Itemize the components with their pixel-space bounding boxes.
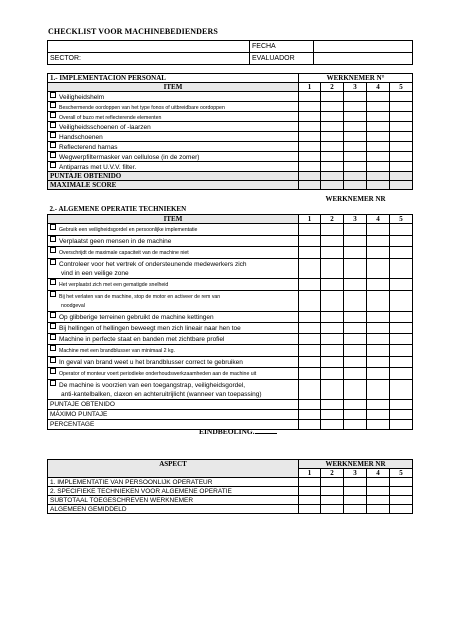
score-cell[interactable] [367,122,390,132]
section2-puntaje-label: PUNTAJE OBTENIDO [48,399,299,409]
score-cell[interactable] [367,278,390,290]
score-cell[interactable] [321,181,344,190]
score-cell[interactable] [299,102,321,112]
score-cell[interactable] [367,223,390,235]
score-cell[interactable] [299,311,321,322]
checkbox-icon[interactable] [50,259,56,265]
item-label: Controleer voor het vertrek of ondersteunende medewerkers zich [59,260,247,268]
section2-col-3: 3 [344,214,367,223]
score-cell[interactable] [344,311,367,322]
score-cell[interactable] [299,142,321,152]
score-cell[interactable] [390,223,413,235]
score-cell[interactable] [299,487,321,496]
score-cell[interactable] [344,367,367,379]
score-cell[interactable] [299,235,321,246]
score-cell[interactable] [367,152,390,162]
score-cell[interactable] [299,367,321,379]
item-cell [48,258,299,278]
score-cell[interactable] [321,322,344,333]
item-label: Verplaatst geen mensen in de machine [59,237,172,245]
score-cell[interactable] [321,367,344,379]
item-label: Overschrijdt de maximale capaciteit van de machine niet [59,249,189,256]
section2-heading: 2.- ALGEMENE OPERATIE TECHNIEKEN [48,204,299,214]
checkbox-icon[interactable] [50,132,56,138]
item-label: Reflecterend harnas [59,144,118,151]
score-cell[interactable] [321,478,344,487]
score-cell[interactable] [367,356,390,367]
score-cell[interactable] [344,478,367,487]
score-cell[interactable] [390,419,413,429]
score-cell[interactable] [321,496,344,505]
score-cell[interactable] [390,496,413,505]
section2-item-row [48,235,413,246]
score-cell[interactable] [321,258,344,278]
section2-item-row [48,223,413,235]
score-cell[interactable] [367,311,390,322]
checkbox-icon[interactable] [50,247,56,253]
score-cell[interactable] [299,379,321,399]
score-cell[interactable] [344,246,367,258]
score-cell[interactable] [321,311,344,322]
score-cell[interactable] [321,333,344,344]
item-label: Machine met een brandblusser van minimaal 2 kg. [59,347,175,354]
score-cell[interactable] [344,102,367,112]
score-cell[interactable] [321,505,344,514]
score-cell[interactable] [321,92,344,102]
score-cell[interactable] [321,142,344,152]
checkbox-icon[interactable] [50,323,56,329]
item-cell [48,356,299,367]
score-cell[interactable] [390,367,413,379]
score-cell[interactable] [344,487,367,496]
fecha-value-cell[interactable] [314,41,413,53]
score-cell[interactable] [390,478,413,487]
item-label: Het verplaatst zich met een gematigde snelheid [59,281,169,288]
item-label: Op glibberige terreinen gebruikt de machine kettingen [59,313,214,321]
score-cell[interactable] [344,322,367,333]
score-cell[interactable] [344,356,367,367]
score-cell[interactable] [367,333,390,344]
score-cell[interactable] [390,344,413,356]
score-cell[interactable] [321,122,344,132]
score-cell[interactable] [299,122,321,132]
checkbox-icon[interactable] [50,122,56,128]
score-cell[interactable] [344,278,367,290]
end-row [48,478,413,487]
section1-col-4: 4 [367,83,390,92]
section2-col-2: 2 [321,214,344,223]
item-label: Antiparras met U.V.V. filter. [59,164,137,171]
score-cell[interactable] [390,181,413,190]
checkbox-icon[interactable] [50,279,56,285]
score-cell[interactable] [390,152,413,162]
score-cell[interactable] [344,132,367,142]
end-table [47,459,413,514]
score-cell[interactable] [299,505,321,514]
score-cell[interactable] [367,487,390,496]
fecha-label: FECHA [250,41,314,53]
score-cell[interactable] [344,379,367,399]
score-cell[interactable] [367,181,390,190]
item-cell [48,290,299,311]
item-label: Machine in perfecte staat en banden met zichtbare profiel [59,335,225,343]
score-cell[interactable] [390,92,413,102]
score-cell[interactable] [390,172,413,181]
checkbox-icon[interactable] [50,112,56,118]
section2-item-row [48,290,413,311]
score-cell[interactable] [299,181,321,190]
end-col-5: 5 [390,469,413,478]
checkbox-icon[interactable] [50,334,56,340]
score-cell[interactable] [390,409,413,419]
section1-col-3: 3 [344,83,367,92]
item-cell [48,112,299,122]
score-cell[interactable] [367,419,390,429]
score-cell[interactable] [367,112,390,122]
section1-col-2: 2 [321,83,344,92]
item-cell [48,132,299,142]
header-table [47,40,413,65]
score-cell[interactable] [367,172,390,181]
evaluador-value-cell[interactable] [314,53,413,65]
item-cell [48,92,299,102]
score-cell[interactable] [321,102,344,112]
score-cell[interactable] [299,152,321,162]
item-label: De machine is voorzien van een toegangstrap, veiligheidsgordel, [59,381,246,389]
end-title [199,427,277,436]
score-cell[interactable] [344,290,367,311]
item-cell [48,344,299,356]
section2-heading-spacer [299,204,413,214]
section2-item-row [48,311,413,322]
section1-item-row [48,92,413,102]
checkbox-icon[interactable] [50,345,56,351]
end-row-label: SUBTOTAAL TOEGESCHREVEN WERKNEMER [48,496,299,505]
section1-item-row [48,162,413,172]
score-cell[interactable] [321,344,344,356]
score-cell[interactable] [390,258,413,278]
item-cell [48,122,299,132]
end-row [48,505,413,514]
section2-spacer [48,194,299,204]
score-cell[interactable] [299,344,321,356]
score-cell[interactable] [390,162,413,172]
section2-percentage-label: PERCENTAGE [48,419,299,429]
page-title: CHECKLIST VOOR MACHINEBEDIENDERS [48,27,218,36]
score-cell[interactable] [367,367,390,379]
score-cell[interactable] [367,132,390,142]
section2-col-4: 4 [367,214,390,223]
score-cell[interactable] [299,333,321,344]
checkbox-icon[interactable] [50,380,56,386]
checkbox-icon[interactable] [50,92,56,98]
checkbox-icon[interactable] [50,102,56,108]
score-cell[interactable] [299,290,321,311]
section2-item-row [48,367,413,379]
item-cell [48,142,299,152]
score-cell[interactable] [299,92,321,102]
end-row-label: 1. IMPLEMENTATIE VAN PERSOONLIJK OPERATEUR [48,478,299,487]
score-cell[interactable] [321,379,344,399]
score-cell[interactable] [299,356,321,367]
score-cell[interactable] [367,322,390,333]
score-cell[interactable] [344,409,367,419]
section2-item-row [48,278,413,290]
end-col-4: 4 [367,469,390,478]
item-cell [48,367,299,379]
end-col-1: 1 [299,469,321,478]
section1-table [47,73,413,190]
score-cell[interactable] [390,356,413,367]
end-col-2: 2 [321,469,344,478]
item-label: Handschoenen [59,134,103,141]
score-cell[interactable] [299,112,321,122]
score-cell[interactable] [321,487,344,496]
section1-item-header: ITEM [48,83,299,92]
checkbox-icon[interactable] [50,224,56,230]
score-cell[interactable] [344,92,367,102]
score-cell[interactable] [367,142,390,152]
item-cell [48,102,299,112]
section2-item-row [48,379,413,399]
item-label: In geval van brand weet u het brandblusser correct te gebruiken [59,358,243,366]
score-cell[interactable] [344,235,367,246]
header-blank-cell[interactable] [48,41,250,53]
section2-maximo-label: MÁXIMO PUNTAJE [48,409,299,419]
score-cell[interactable] [390,278,413,290]
score-cell[interactable] [344,223,367,235]
score-cell[interactable] [367,102,390,112]
item-label: Veiligheidshelm [59,94,105,101]
score-cell[interactable] [299,132,321,142]
item-label: Gebruik een veiligheidsgordel en persoonlijke implementatie [59,226,198,233]
score-cell[interactable] [344,181,367,190]
score-cell[interactable] [299,162,321,172]
item-label-continued: noodgeval [61,302,85,309]
item-label: Bij hellingen of hellingen beweegt men zich lineair naar hen toe [59,324,241,332]
score-cell[interactable] [344,152,367,162]
section1-item-row [48,122,413,132]
section2-item-row [48,333,413,344]
item-label: Wegwerpfiltermasker van cellulose (in de zomer) [59,154,200,161]
section1-item-row [48,142,413,152]
score-cell[interactable] [390,142,413,152]
score-cell[interactable] [299,278,321,290]
end-aspect-header: ASPECT [48,460,299,478]
section2-item-header: ITEM [48,214,299,223]
item-label: Veiligheidsschoenen of -laarzen [59,124,151,131]
checkbox-icon[interactable] [50,236,56,242]
checkbox-icon[interactable] [50,291,56,297]
score-cell[interactable] [321,235,344,246]
score-cell[interactable] [390,322,413,333]
item-label: Bij het verlaten van de machine, stop de motor en activeer de rem van [59,293,221,300]
score-cell[interactable] [321,278,344,290]
item-label: Beschermende oordoppen van het type fonos of uitbreidbare oordoppen [59,105,225,111]
score-cell[interactable] [344,162,367,172]
score-cell[interactable] [367,162,390,172]
end-col-3: 3 [344,469,367,478]
score-cell[interactable] [367,290,390,311]
score-cell[interactable] [367,409,390,419]
evaluador-label: EVALUADOR [250,53,314,65]
checkbox-icon[interactable] [50,152,56,158]
score-cell[interactable] [344,399,367,409]
score-cell[interactable] [390,102,413,112]
checkbox-icon[interactable] [50,162,56,168]
section1-col-1: 1 [299,83,321,92]
section2-item-row [48,344,413,356]
score-cell[interactable] [390,311,413,322]
item-label-continued: vind in een veilige zone [61,269,129,277]
section2-table [47,194,413,430]
item-cell [48,162,299,172]
score-cell[interactable] [367,379,390,399]
score-cell[interactable] [367,92,390,102]
section2-item-row [48,258,413,278]
score-cell[interactable] [321,152,344,162]
sector-label: SECTOR: [48,53,250,65]
section1-item-row [48,132,413,142]
end-werknemer-label: WERKNEMER NR [299,460,413,469]
score-cell[interactable] [390,112,413,122]
score-cell[interactable] [344,142,367,152]
score-cell[interactable] [390,379,413,399]
score-cell[interactable] [299,246,321,258]
checkbox-icon[interactable] [50,368,56,374]
score-cell[interactable] [344,172,367,181]
score-cell[interactable] [321,172,344,181]
checkbox-icon[interactable] [50,312,56,318]
score-cell[interactable] [367,505,390,514]
score-cell[interactable] [344,122,367,132]
item-cell [48,152,299,162]
checkbox-icon[interactable] [50,142,56,148]
score-cell[interactable] [390,132,413,142]
section1-item-row [48,112,413,122]
item-label: Overall of buzo met reflecterende elementen [59,115,162,121]
score-cell[interactable] [367,496,390,505]
score-cell[interactable] [390,246,413,258]
score-cell[interactable] [344,344,367,356]
section2-col-5: 5 [390,214,413,223]
score-cell[interactable] [367,344,390,356]
score-cell[interactable] [321,290,344,311]
item-cell [48,379,299,399]
score-cell[interactable] [390,290,413,311]
score-cell[interactable] [299,172,321,181]
score-cell[interactable] [390,505,413,514]
section1-werknemer-label: WERKNEMER N° [299,74,413,83]
score-cell[interactable] [367,478,390,487]
end-row-label: ALGEMEEN GEMIDDELD [48,505,299,514]
score-cell[interactable] [321,162,344,172]
score-cell[interactable] [344,333,367,344]
score-cell[interactable] [321,419,344,429]
score-cell[interactable] [390,333,413,344]
section1-heading: 1.- IMPLEMENTACION PERSONAL [48,74,299,83]
score-cell[interactable] [390,235,413,246]
score-cell[interactable] [344,258,367,278]
score-cell[interactable] [299,399,321,409]
score-cell[interactable] [390,399,413,409]
score-cell[interactable] [299,419,321,429]
score-cell[interactable] [321,399,344,409]
item-cell [48,333,299,344]
item-cell [48,278,299,290]
checkbox-icon[interactable] [50,357,56,363]
score-cell[interactable] [367,399,390,409]
section2-item-row [48,322,413,333]
score-cell[interactable] [299,258,321,278]
item-cell [48,223,299,235]
section1-item-row [48,102,413,112]
score-cell[interactable] [321,246,344,258]
score-cell[interactable] [321,112,344,122]
end-row-label: 2. SPECIFIEKE TECHNIEKEN VOOR ALGEMENE OPERATIE [48,487,299,496]
score-cell[interactable] [344,419,367,429]
score-cell[interactable] [367,246,390,258]
item-cell [48,322,299,333]
section2-item-row [48,356,413,367]
score-cell[interactable] [321,356,344,367]
score-cell[interactable] [367,258,390,278]
item-cell [48,246,299,258]
score-cell[interactable] [299,409,321,419]
end-title-underline [255,433,277,434]
score-cell[interactable] [321,132,344,142]
end-title-text: EINDBEOLING. [199,427,255,436]
section1-maximale-label: MAXIMALE SCORE [48,181,299,190]
section1-item-row [48,152,413,162]
item-label: Operator of monteur voert periodieke onderhoudswerkzaamheden aan de machine uit [59,370,257,377]
score-cell[interactable] [299,496,321,505]
score-cell[interactable] [344,112,367,122]
section2-col-1: 1 [299,214,321,223]
section2-werknemer-label: WERKNEMER NR [325,195,386,203]
section1-puntaje-label: PUNTAJE OBTENIDO [48,172,299,181]
score-cell[interactable] [367,235,390,246]
score-cell[interactable] [299,478,321,487]
section1-col-5: 5 [390,83,413,92]
score-cell[interactable] [390,487,413,496]
item-cell [48,235,299,246]
score-cell[interactable] [344,496,367,505]
score-cell[interactable] [321,223,344,235]
end-row [48,487,413,496]
score-cell[interactable] [390,122,413,132]
item-cell [48,311,299,322]
end-row [48,496,413,505]
score-cell[interactable] [321,409,344,419]
score-cell[interactable] [299,322,321,333]
item-label-continued: anti-kantelbalken, claxon en achteruitrijlicht (wanneer van toepassing) [61,390,262,398]
score-cell[interactable] [344,505,367,514]
score-cell[interactable] [299,223,321,235]
section2-item-row [48,246,413,258]
